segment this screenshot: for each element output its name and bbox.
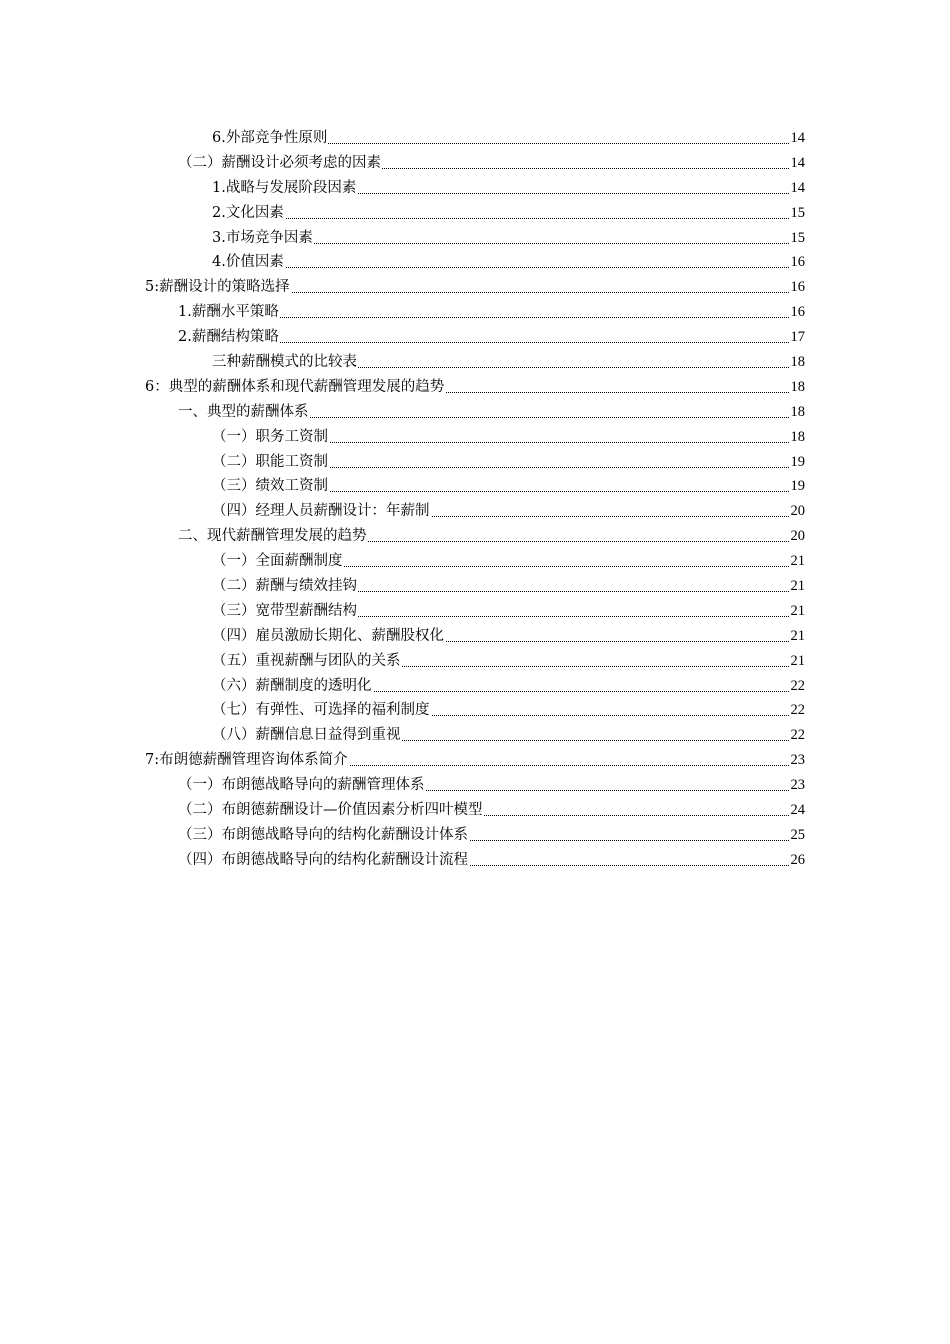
toc-entry-page: 18 — [789, 400, 805, 424]
toc-entry[interactable] — [0, 822, 950, 847]
toc-entry-page: 16 — [789, 300, 805, 324]
toc-entry-page: 25 — [789, 823, 805, 847]
toc-entry-title: （三）绩效工资制 — [212, 474, 329, 498]
toc-entry-title: 2.薪酬结构策略 — [178, 325, 280, 349]
toc-entry-title: （五）重视薪酬与团队的关系 — [212, 649, 402, 673]
toc-entry-page: 19 — [789, 474, 805, 498]
toc-entry-page: 20 — [789, 524, 805, 548]
toc-entry-title: （七）有弹性、可选择的福利制度 — [212, 698, 431, 722]
toc-entry-title: （三）宽带型薪酬结构 — [212, 599, 358, 623]
toc-entry-page: 22 — [789, 723, 805, 747]
toc-dot-leader — [212, 218, 789, 219]
toc-entry-title: （四）雇员激励长期化、薪酬股权化 — [212, 624, 445, 648]
toc-entry-page: 18 — [789, 375, 805, 399]
toc-entry[interactable] — [0, 623, 950, 648]
toc-entry[interactable] — [0, 548, 950, 573]
toc-entry-title: 6：典型的薪酬体系和现代薪酬管理发展的趋势 — [145, 375, 445, 399]
toc-entry[interactable] — [0, 399, 950, 424]
toc-entry-page: 17 — [789, 325, 805, 349]
toc-entry-title: 3.市场竞争因素 — [212, 226, 314, 250]
toc-entry-page: 21 — [789, 649, 805, 673]
toc-entry-title: 三种薪酬模式的比较表 — [212, 350, 358, 374]
toc-entry[interactable] — [0, 424, 950, 449]
toc-entry-page: 26 — [789, 848, 805, 872]
table-of-contents — [0, 125, 950, 872]
toc-entry-page: 20 — [789, 499, 805, 523]
toc-entry-page: 14 — [789, 151, 805, 175]
toc-entry-page: 21 — [789, 599, 805, 623]
toc-entry-title: （三）布朗德战略导向的结构化薪酬设计体系 — [178, 823, 469, 847]
toc-entry[interactable] — [0, 125, 950, 150]
toc-entry-title: （四）布朗德战略导向的结构化薪酬设计流程 — [178, 848, 469, 872]
toc-entry-page: 23 — [789, 773, 805, 797]
toc-entry[interactable] — [0, 498, 950, 523]
toc-entry-title: 5:薪酬设计的策略选择 — [145, 275, 291, 299]
toc-entry-page: 18 — [789, 425, 805, 449]
toc-entry[interactable] — [0, 847, 950, 872]
toc-entry-title: （一）全面薪酬制度 — [212, 549, 344, 573]
toc-entry-title: 二、现代薪酬管理发展的趋势 — [178, 524, 368, 548]
toc-entry-page: 16 — [789, 250, 805, 274]
toc-entry[interactable] — [0, 200, 950, 225]
toc-entry-title: 2.文化因素 — [212, 201, 285, 225]
toc-entry-page: 22 — [789, 674, 805, 698]
toc-entry[interactable] — [0, 175, 950, 200]
toc-entry[interactable] — [0, 225, 950, 250]
toc-entry[interactable] — [0, 648, 950, 673]
toc-entry[interactable] — [0, 598, 950, 623]
toc-entry[interactable] — [0, 573, 950, 598]
toc-entry-page: 23 — [789, 748, 805, 772]
toc-entry-title: （二）薪酬设计必须考虑的因素 — [178, 151, 382, 175]
toc-entry-title: 4.价值因素 — [212, 250, 285, 274]
toc-entry[interactable] — [0, 374, 950, 399]
toc-entry-title: （一）职务工资制 — [212, 425, 329, 449]
toc-entry-page: 18 — [789, 350, 805, 374]
toc-entry-title: 一、典型的薪酬体系 — [178, 400, 310, 424]
toc-entry[interactable] — [0, 299, 950, 324]
toc-entry-page: 14 — [789, 176, 805, 200]
toc-entry[interactable] — [0, 797, 950, 822]
toc-entry-page: 21 — [789, 574, 805, 598]
toc-entry-title: （二）薪酬与绩效挂钩 — [212, 574, 358, 598]
toc-entry[interactable] — [0, 349, 950, 374]
toc-entry[interactable] — [0, 722, 950, 747]
toc-entry-page: 14 — [789, 126, 805, 150]
toc-entry[interactable] — [0, 150, 950, 175]
toc-entry-page: 19 — [789, 450, 805, 474]
toc-entry-title: （六）薪酬制度的透明化 — [212, 674, 373, 698]
toc-entry[interactable] — [0, 449, 950, 474]
toc-entry-title: （四）经理人员薪酬设计：年薪制 — [212, 499, 431, 523]
toc-entry[interactable] — [0, 324, 950, 349]
toc-entry[interactable] — [0, 772, 950, 797]
toc-entry-page: 24 — [789, 798, 805, 822]
toc-entry-title: 7:布朗德薪酬管理咨询体系简介 — [145, 748, 349, 772]
toc-entry-title: （八）薪酬信息日益得到重视 — [212, 723, 402, 747]
toc-entry-title: （二）布朗德薪酬设计—价值因素分析四叶模型 — [178, 798, 484, 822]
toc-entry[interactable] — [0, 697, 950, 722]
toc-entry[interactable] — [0, 274, 950, 299]
toc-entry-page: 21 — [789, 549, 805, 573]
toc-entry-page: 22 — [789, 698, 805, 722]
toc-dot-leader — [212, 267, 789, 268]
toc-entry-page: 15 — [789, 226, 805, 250]
toc-entry-page: 15 — [789, 201, 805, 225]
toc-entry[interactable] — [0, 747, 950, 772]
toc-entry-title: （二）职能工资制 — [212, 450, 329, 474]
toc-entry[interactable] — [0, 249, 950, 274]
toc-entry-title: （一）布朗德战略导向的薪酬管理体系 — [178, 773, 426, 797]
toc-entry-page: 16 — [789, 275, 805, 299]
toc-entry[interactable] — [0, 523, 950, 548]
toc-entry[interactable] — [0, 673, 950, 698]
toc-entry-title: 1.战略与发展阶段因素 — [212, 176, 357, 200]
toc-entry-page: 21 — [789, 624, 805, 648]
toc-entry-title: 6.外部竞争性原则 — [212, 126, 328, 150]
toc-entry-title: 1.薪酬水平策略 — [178, 300, 280, 324]
toc-entry[interactable] — [0, 473, 950, 498]
